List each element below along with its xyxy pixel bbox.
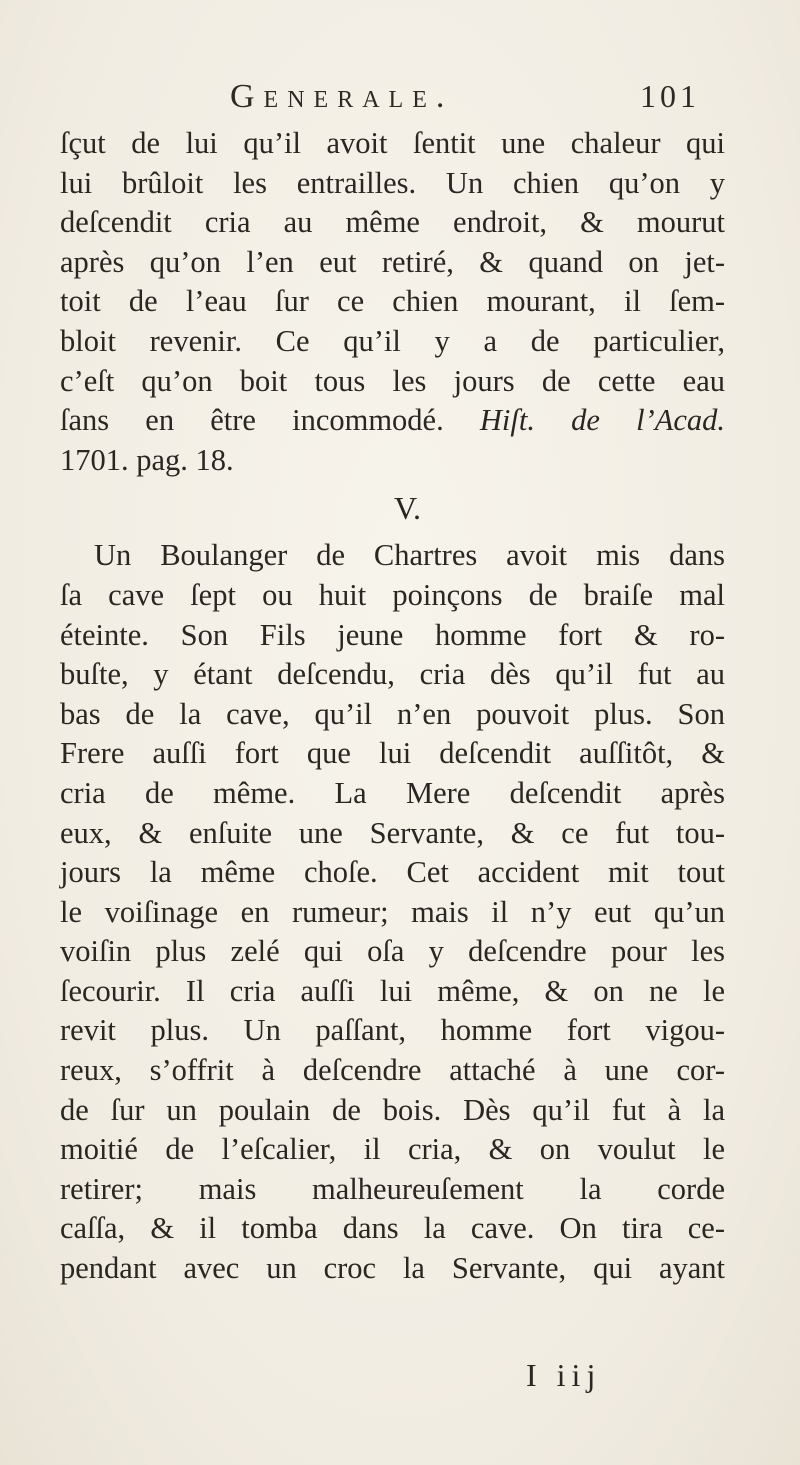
text-line: pendant avec un croc la Servante, qui ayant: [60, 1251, 725, 1286]
text-line: de ſur un poulain de bois. Dès qu’il fut à la: [60, 1092, 725, 1127]
text-line: revit plus. Un paſſant, homme fort vigou-: [60, 1013, 725, 1048]
text-line: deſcendit cria au même endroit, & mourut: [60, 205, 725, 240]
running-title: Generale.: [230, 78, 454, 115]
body-text: [60, 124, 725, 1289]
page-number: 101: [640, 78, 700, 114]
citation-reference: 1701. pag. 18.: [60, 442, 234, 477]
text-line: après qu’on l’en eut retiré, & quand on jet-: [60, 244, 725, 279]
text-line: ſecourir. Il cria auſſi lui même, & on ne le: [60, 973, 725, 1008]
text-line-with-citation: [60, 401, 725, 441]
text-line: bloit revenir. Ce qu’il y a de particulier,: [60, 323, 725, 358]
section-number: V.: [394, 490, 421, 527]
text-line: bas de la cave, qu’il n’en pouvoit plus. Son: [60, 696, 725, 731]
text-line: c’eſt qu’on boit tous les jours de cette eau: [60, 363, 725, 398]
text-line: jours la même choſe. Cet accident mit tout: [60, 855, 725, 890]
page-header: [230, 78, 700, 122]
text-line: cria de même. La Mere deſcendit après: [60, 775, 725, 810]
text-line: retirer; mais malheureuſement la corde: [60, 1171, 725, 1206]
text-line: ſa cave ſept ou huit poinçons de braiſe mal: [60, 577, 725, 612]
text-line: eux, & enſuite une Servante, & ce fut tou-: [60, 815, 725, 850]
text-line: toit de l’eau ſur ce chien mourant, il ſem-: [60, 284, 725, 319]
text-line: voiſin plus zelé qui oſa y deſcendre pour les: [60, 934, 725, 969]
text-line: Frere auſſi fort que lui deſcendit auſſitôt, &: [60, 736, 725, 771]
text-line: éteinte. Son Fils jeune homme fort & ro-: [60, 617, 725, 652]
signature-mark: I iij: [526, 1357, 602, 1393]
text-line: lui brûloit les entrailles. Un chien qu’on y: [60, 165, 725, 200]
text-line: moitié de l’eſcalier, il cria, & on voulut le: [60, 1132, 725, 1167]
text-line: le voiſinage en rumeur; mais il n’y eut qu’un: [60, 894, 725, 929]
text-line: caſſa, & il tomba dans la cave. On tira ce-: [60, 1211, 725, 1246]
text-line: Un Boulanger de Chartres avoit mis dans: [94, 538, 725, 573]
text-line: buſte, y étant deſcendu, cria dès qu’il fut au: [60, 657, 725, 692]
text-line: ſçut de lui qu’il avoit ſentit une chaleur qui: [60, 126, 725, 160]
text-line: reux, s’offrit à deſcendre attaché à une cor-: [60, 1053, 725, 1088]
citation-source: Hiſt. de l’Acad.: [479, 403, 726, 438]
text-fragment: ſans en être incommodé.: [60, 403, 444, 438]
